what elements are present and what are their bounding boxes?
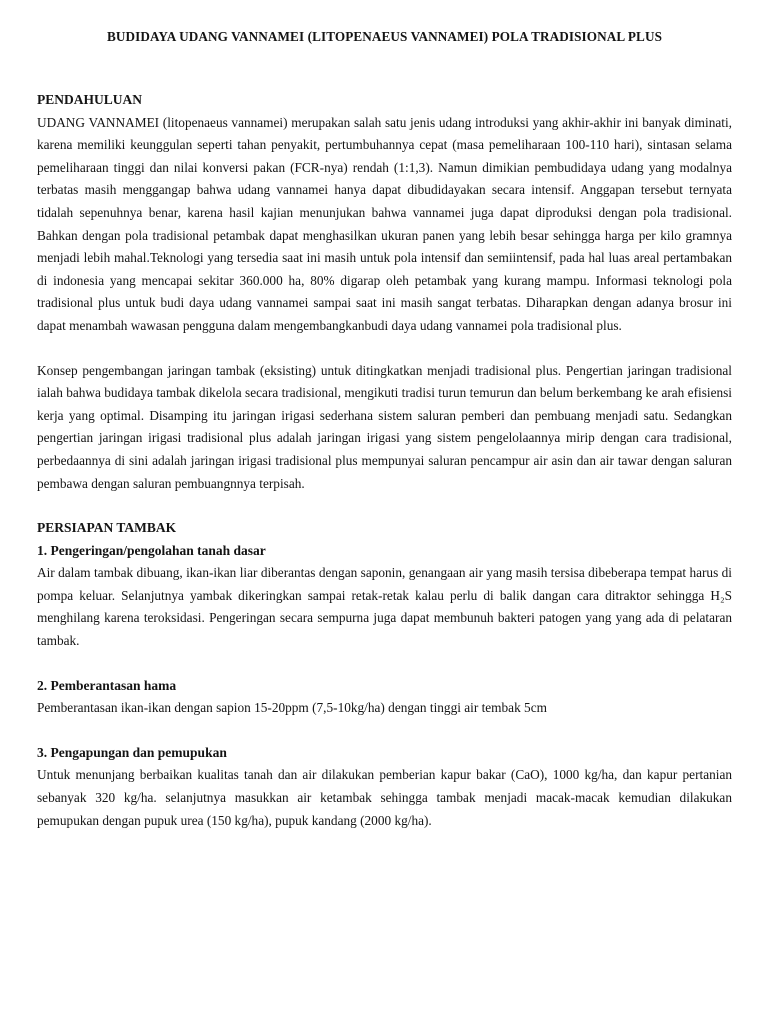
spacer xyxy=(37,338,732,360)
step-1-text-before: Air dalam tambak dibuang, ikan-ikan liar diberantas dengan saponin, genangaan air yang masih tersisa dibeberapa tempat harus di pompa keluar. Selanjutnya yambak dikeringkan sampai retak-retak kalau perlu di balik dangan cara ditraktor sehingga xyxy=(37,565,732,603)
step-1-text-after: menghilang karena teroksidasi. Pengeringan secara sempurna juga dapat membunuh bakteri patogen yang yang ada di pelataran tambak. xyxy=(37,610,732,649)
step-2-title: 2. Pemberantasan hama xyxy=(37,677,177,693)
spacer xyxy=(37,46,732,89)
section-heading-pendahuluan: PENDAHULUAN xyxy=(37,92,143,107)
document-body xyxy=(37,28,732,832)
h2s-formula: H₂S xyxy=(710,587,732,603)
section-heading-persiapan-tambak: PERSIAPAN TAMBAK xyxy=(37,520,177,536)
intro-paragraph-2: Konsep pengembangan jaringan tambak (eksisting) untuk ditingkatkan menjadi tradisional plus. Pengertian jaringan tradisional ialah bahwa budidaya tambak dikelola secara tradisional, mengikuti tradisi turun temurun dan belum berkembang ke arah efisiensi kerja yang optimal. Disamping itu jaringan irigasi sederhana sistem saluran pemberi dan pembuang menjadi satu. Sedangkan pengertian jaringan irigasi tradisional plus adalah jaringan irigasi yang sistem pengelolaannya mirip dengan cara tradisional, perbedaannya di sini adalah jaringan irigasi tradisional plus mempunyai saluran pencampur air asin dan air tawar dengan saluran pembawa dengan saluran pembuangnnya terpisah. xyxy=(37,362,732,491)
step-1-title: 1. Pengeringan/pengolahan tanah dasar xyxy=(37,542,266,558)
spacer xyxy=(37,495,732,517)
step-2-paragraph: Pemberantasan ikan-ikan dengan sapion 15-20ppm (7,5-10kg/ha) dengan tinggi air tembak 5cm xyxy=(37,700,547,716)
document-title: BUDIDAYA UDANG VANNAMEI (LITOPENAEUS VANNAMEI) POLA TRADISIONAL PLUS xyxy=(106,29,663,44)
step-3-title: 3. Pengapungan dan pemupukan xyxy=(37,744,227,760)
step-3-paragraph: Untuk menunjang berbaikan kualitas tanah dan air dilakukan pemberian kapur bakar (CaO), 1000 kg/ha, dan kapur pertanian sebanyak 320 kg/ha. selanjutnya masukkan air ketambak sehingga tambak menjadi macak-macak kemudian dilakukan pemupukan dengan pupuk urea (150 kg/ha), pupuk kandang (2000 kg/ha). xyxy=(37,767,732,828)
intro-paragraph-1: UDANG VANNAMEI (litopenaeus vannamei) merupakan salah satu jenis udang introduksi yang akhir-akhir ini banyak diminati, karena memiliki keunggulan seperti tahan penyakit, pertumbuhannya cepat (masa pemeliharaan 100-110 hari), sintasan selama pemeliharaan tinggi dan nilai konversi pakan (FCR-nya) rendah (1:1,3). Namun dimikian pembudidaya udang yang modalnya terbatas masih menggangap bahwa udang vannamei hanya dapat dibudidayakan secara intensif. Anggapan tersebut ternyata tidalah sepenuhnya benar, karena hasil kajian menunjukan bahwa vannamei juga dapat diproduksi dengan pola tradisional. Bahkan dengan pola tradisional petambak dapat menghasilkan ukuran panen yang lebih besar sehingga harga per kilo gramnya menjadi lebih mahal.Teknologi yang tersedia saat ini masih untuk pola intensif dan semiintensif, pada hal luas areal pertambakan di indonesia yang mencapai sekitar 360.000 ha, 80% digarap oleh petambak yang kurang mampu. Informasi teknologi pola tradisional plus untuk budi daya udang vannamei sampai saat ini masih sangat terbatas. Diharapkan dengan adanya brosur ini dapat menambah wawasan pengguna dalam mengembangkanbudi daya udang vannamei pola tradisional plus. xyxy=(37,114,732,333)
step-1-paragraph xyxy=(37,562,732,652)
spacer xyxy=(37,720,732,742)
spacer xyxy=(37,653,732,675)
